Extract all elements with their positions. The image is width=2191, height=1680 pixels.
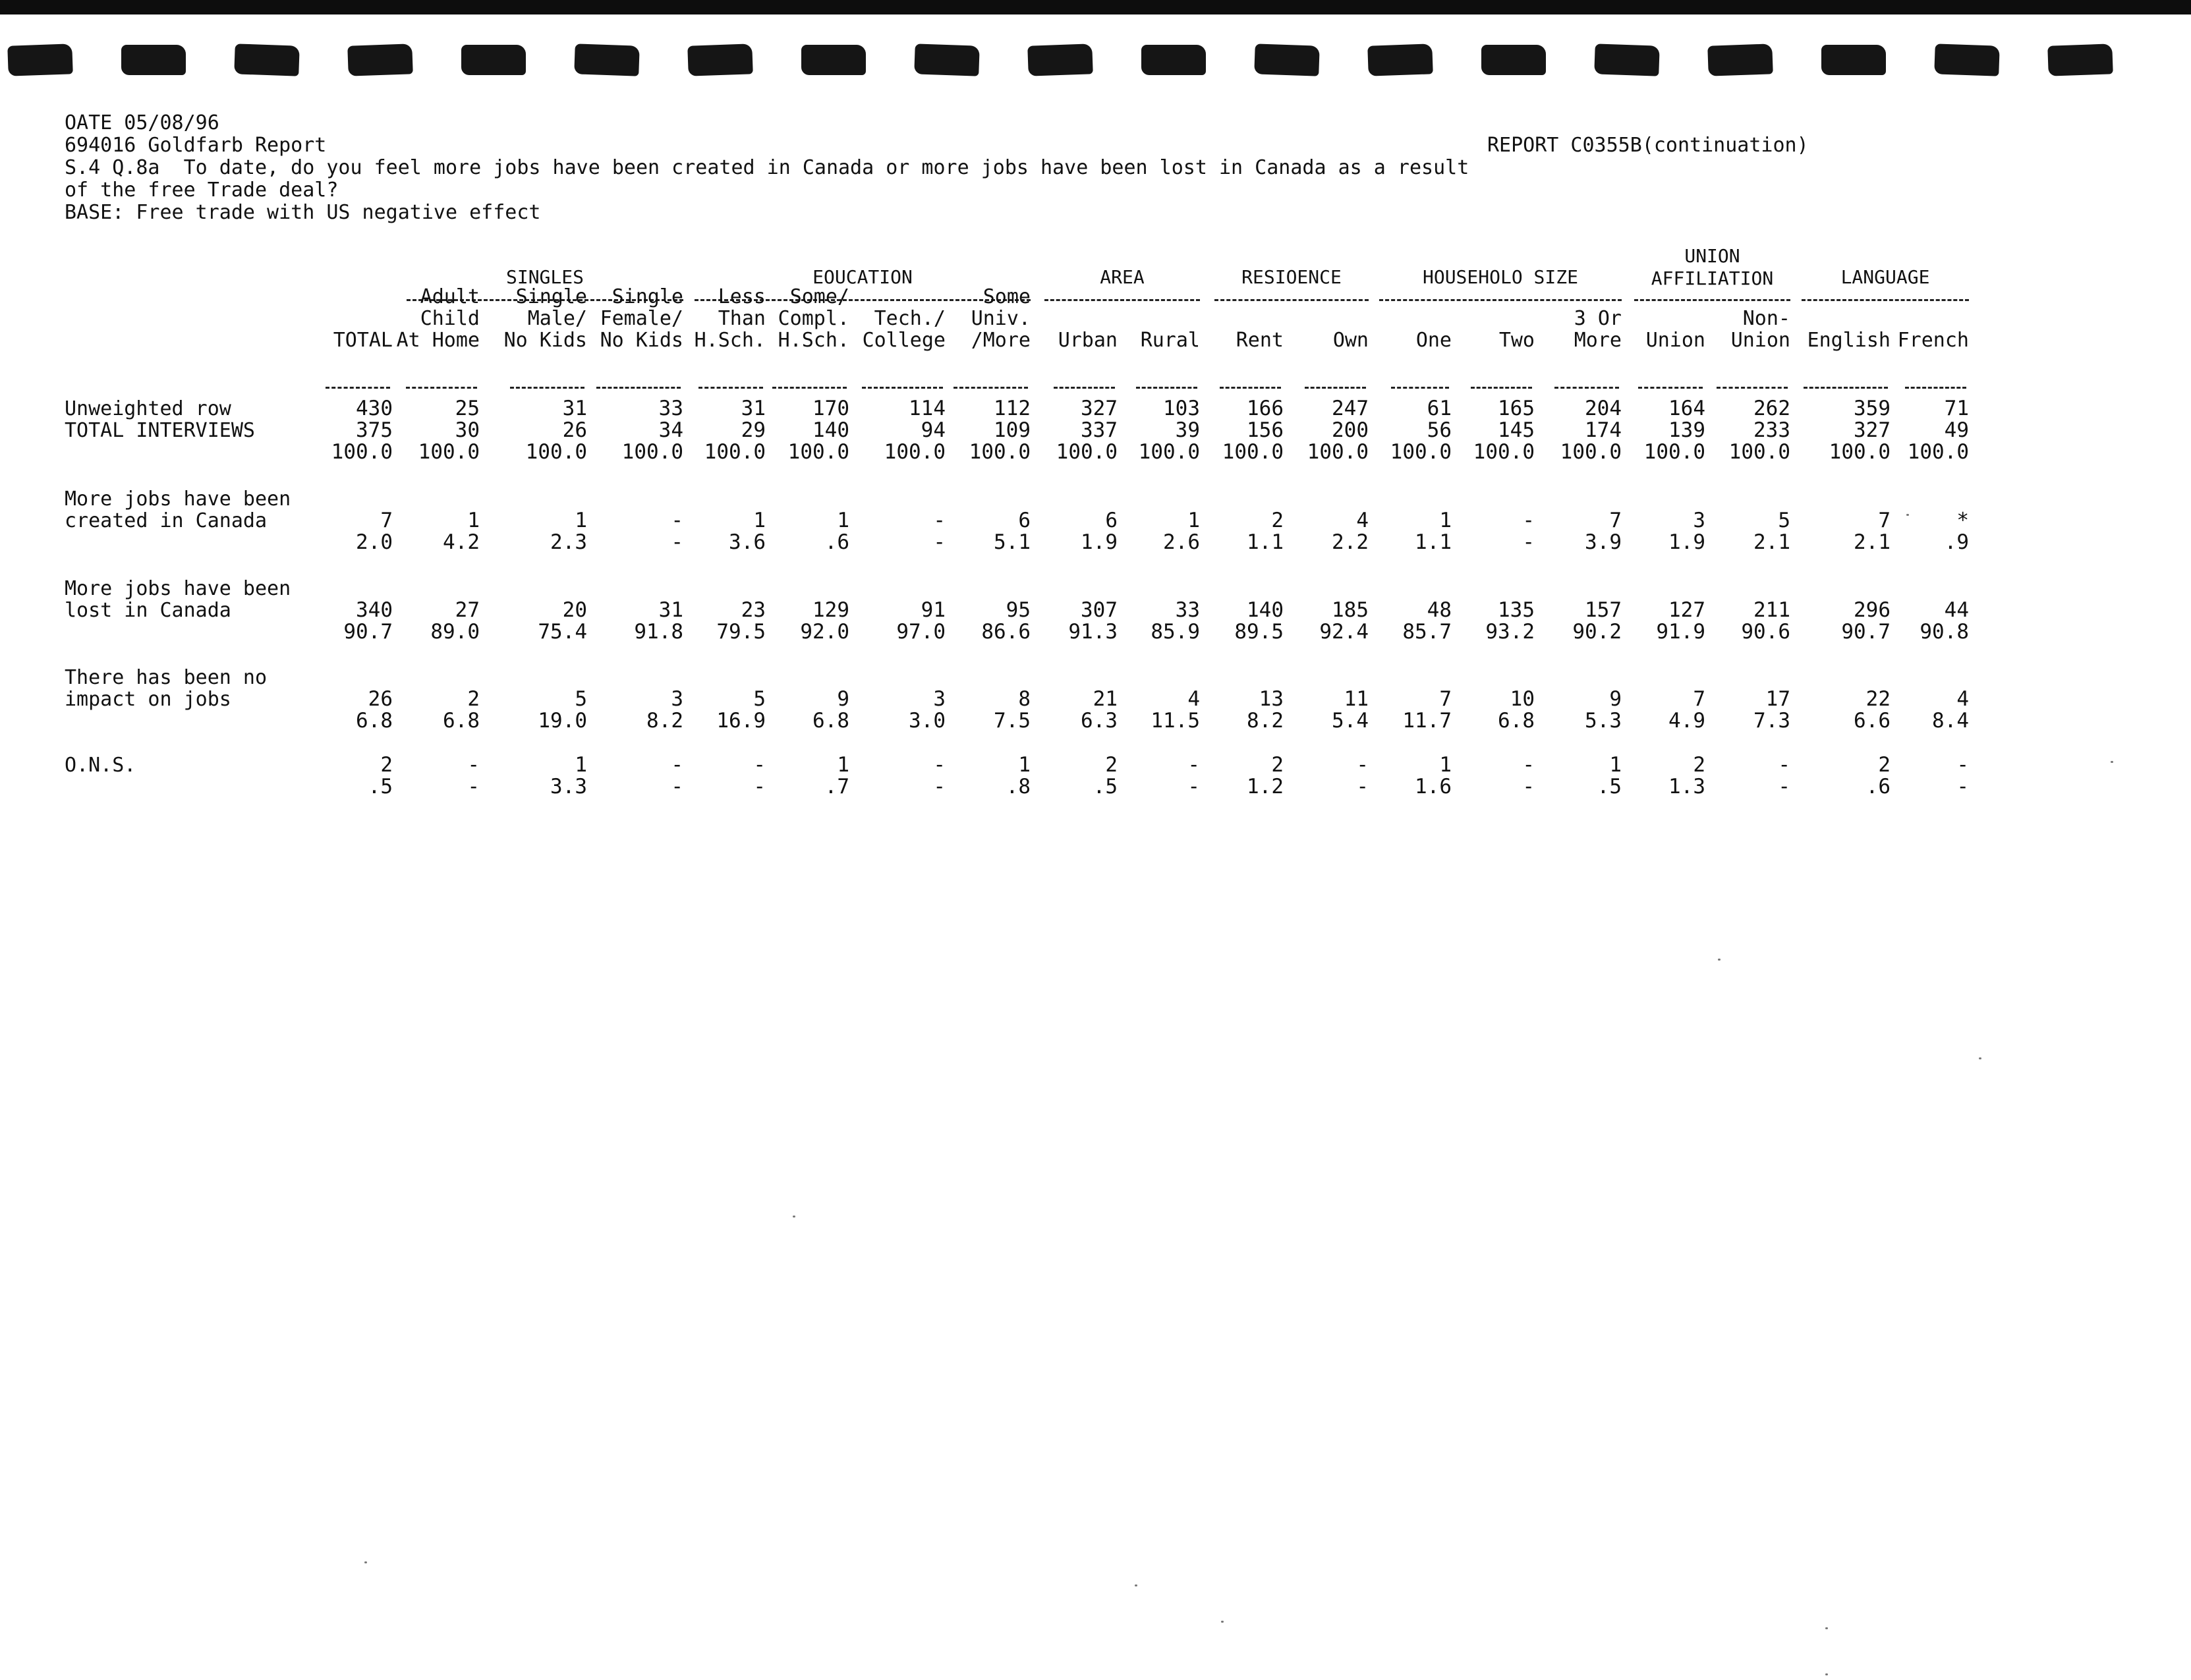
punched-holes-strip [0, 45, 2191, 83]
table-cell: 21 6.3 [1081, 687, 1118, 733]
punched-hole [687, 43, 753, 76]
table-cell: 7 3.9 [1585, 509, 1622, 554]
table-cell: - - [933, 753, 946, 798]
table-cell: 23 79.5 [716, 598, 766, 644]
table-cell: - - [1778, 753, 1790, 798]
table-cell: - - [1956, 753, 1969, 798]
punched-hole [7, 43, 73, 76]
table-cell: 2 1.2 [1247, 753, 1284, 798]
table-cell: 1 2.3 [550, 509, 587, 554]
table-cell: 3 1.9 [1668, 509, 1705, 554]
table-cell: 2 1.3 [1668, 753, 1705, 798]
table-cell: 1 3.6 [729, 509, 766, 554]
column-header: One [1415, 329, 1452, 352]
table-cell: 5 2.1 [1753, 509, 1790, 554]
column-header: Less Than H.Sch. [694, 285, 766, 352]
punched-hole [1027, 43, 1093, 76]
punched-hole [234, 43, 300, 76]
punched-hole [801, 45, 866, 75]
question-line-2: of the free Trade deal? [65, 179, 339, 202]
table-cell: - - [671, 509, 683, 554]
column-underline [1136, 387, 1197, 389]
table-cell: 5 16.9 [716, 687, 766, 733]
punched-hole [1481, 45, 1546, 75]
table-cell: 103 39 100.0 [1138, 397, 1200, 464]
question-line-1: S.4 Q.8a To date, do you feel more jobs have been created in Canada or more jobs have been lost in Canada as a result [65, 156, 1469, 179]
table-cell: 296 90.7 [1841, 598, 1891, 644]
table-cell: 31 91.8 [634, 598, 683, 644]
table-cell: 2 .6 [1865, 753, 1891, 798]
table-cell: - - [1187, 753, 1200, 798]
punched-hole [347, 43, 413, 76]
table-cell: 3 8.2 [646, 687, 683, 733]
column-underline [953, 387, 1028, 389]
column-header: Some/ Compl. H.Sch. [778, 285, 849, 352]
table-cell: 9 6.8 [812, 687, 849, 733]
scan-speck [1718, 959, 1721, 961]
table-cell: 25 30 100.0 [418, 397, 480, 464]
base-line: BASE: Free trade with US negative effect [65, 201, 541, 224]
column-underline [510, 387, 584, 389]
group-underline [1379, 299, 1622, 301]
table-cell: 31 29 100.0 [704, 397, 766, 464]
group-header: AREA [1100, 266, 1145, 288]
column-header: TOTAL [333, 329, 393, 352]
table-cell: 247 200 100.0 [1307, 397, 1369, 464]
column-underline [1391, 387, 1449, 389]
punched-hole [2047, 43, 2113, 76]
table-cell: 7 2.0 [356, 509, 393, 554]
punched-hole [1821, 45, 1886, 75]
scan-speck [1135, 1584, 1137, 1586]
scan-speck [2111, 761, 2113, 763]
column-underline [698, 387, 763, 389]
table-cell: 430 375 100.0 [331, 397, 393, 464]
group-header: RESIOENCE [1241, 266, 1342, 288]
scan-speck [1979, 1057, 1981, 1059]
column-header: Single Male/ No Kids [503, 285, 587, 352]
column-underline [1220, 387, 1281, 389]
table-cell: 91 97.0 [896, 598, 946, 644]
punched-hole [1594, 43, 1660, 76]
table-cell: 10 6.8 [1498, 687, 1535, 733]
group-header: SINGLES [505, 266, 584, 288]
table-cell: - - [1522, 509, 1535, 554]
table-cell: 1 .7 [824, 753, 849, 798]
column-header: 3 Or More [1574, 307, 1622, 352]
table-cell: 185 92.4 [1319, 598, 1369, 644]
group-underline [1214, 299, 1369, 301]
table-cell: 1 .5 [1597, 753, 1622, 798]
table-cell: - - [467, 753, 480, 798]
table-cell: 13 8.2 [1247, 687, 1284, 733]
report-date: OATE 05/08/96 [65, 111, 219, 134]
table-cell: 127 91.9 [1656, 598, 1705, 644]
table-cell: 204 174 100.0 [1560, 397, 1622, 464]
table-cell: 129 92.0 [800, 598, 849, 644]
column-underline [1471, 387, 1532, 389]
table-cell: 340 90.7 [343, 598, 393, 644]
table-cell: 2 1.1 [1247, 509, 1284, 554]
table-cell: 48 85.7 [1402, 598, 1452, 644]
column-underline [1717, 387, 1788, 389]
table-cell: 71 49 100.0 [1907, 397, 1969, 464]
row-label: There has been no impact on jobs [65, 666, 268, 711]
column-header: Urban [1058, 329, 1118, 352]
punched-hole [1934, 43, 2000, 76]
table-cell: * .9 [1944, 509, 1969, 554]
column-underline [1054, 387, 1115, 389]
scan-speck [1825, 1627, 1828, 1629]
column-underline [596, 387, 681, 389]
table-cell: 9 5.3 [1585, 687, 1622, 733]
table-cell: - - [1522, 753, 1535, 798]
group-header: UNION AFFILIATION [1651, 245, 1774, 289]
table-cell: 1 1.6 [1415, 753, 1452, 798]
table-cell: 22 6.6 [1854, 687, 1891, 733]
table-cell: 1 1.1 [1415, 509, 1452, 554]
report-header [65, 112, 1469, 224]
table-cell: 327 337 100.0 [1056, 397, 1118, 464]
column-underline [1905, 387, 1966, 389]
table-cell: 1 .8 [1006, 753, 1031, 798]
column-header: Two [1498, 329, 1535, 352]
column-header: Non- Union [1730, 307, 1790, 352]
column-header: Tech./ College [862, 307, 946, 352]
table-cell: - - [1356, 753, 1369, 798]
table-cell: 11 5.4 [1332, 687, 1369, 733]
column-underline [772, 387, 847, 389]
punched-hole [121, 45, 186, 75]
group-header: HOUSEHOLO SIZE [1422, 266, 1578, 288]
table-cell: 1 4.2 [443, 509, 480, 554]
column-header: Some Univ. /More [971, 285, 1031, 352]
table-cell: 8 7.5 [994, 687, 1031, 733]
group-header: LANGUAGE [1840, 266, 1930, 288]
group-underline [1634, 299, 1790, 301]
column-underline [1554, 387, 1619, 389]
report-title: 694016 Goldfarb Report [65, 134, 327, 157]
table-cell: - - [933, 509, 946, 554]
table-cell: 95 86.6 [981, 598, 1031, 644]
table-cell: 1 3.3 [550, 753, 587, 798]
scan-top-border [0, 0, 2191, 14]
table-cell: 26 6.8 [356, 687, 393, 733]
table-cell: - - [671, 753, 683, 798]
punched-hole [914, 43, 980, 76]
table-cell: 1 .6 [824, 509, 849, 554]
table-cell: 20 75.4 [538, 598, 587, 644]
table-cell: 112 109 100.0 [969, 397, 1031, 464]
column-underline [1804, 387, 1888, 389]
table-cell: 31 26 100.0 [525, 397, 587, 464]
row-label: O.N.S. [65, 754, 136, 777]
table-cell: 2 .5 [1093, 753, 1118, 798]
column-underline [1638, 387, 1703, 389]
table-cell: 4 11.5 [1151, 687, 1200, 733]
scan-speck [1221, 1621, 1224, 1623]
table-cell: 5 19.0 [538, 687, 587, 733]
row-label: More jobs have been created in Canada [65, 488, 291, 532]
column-header: French [1897, 329, 1969, 352]
table-cell: 211 90.6 [1741, 598, 1790, 644]
column-header: Union [1645, 329, 1705, 352]
table-cell: 164 139 100.0 [1643, 397, 1705, 464]
table-cell: 165 145 100.0 [1473, 397, 1535, 464]
table-cell: 2 6.8 [443, 687, 480, 733]
table-cell: 170 140 100.0 [787, 397, 849, 464]
scan-speck [364, 1561, 367, 1563]
report-id: REPORT C0355B(continuation) [1487, 134, 1809, 157]
row-label: More jobs have been lost in Canada [65, 577, 291, 622]
group-header: EOUCATION [812, 266, 913, 288]
punched-hole [574, 43, 640, 76]
scan-speck [1906, 514, 1909, 516]
table-cell: 4 2.2 [1332, 509, 1369, 554]
table-cell: 4 8.4 [1932, 687, 1969, 733]
table-cell: 262 233 100.0 [1728, 397, 1790, 464]
table-cell: 157 90.2 [1572, 598, 1622, 644]
column-underline [862, 387, 943, 389]
table-cell: 17 7.3 [1753, 687, 1790, 733]
table-cell: 359 327 100.0 [1829, 397, 1891, 464]
table-cell: 44 90.8 [1920, 598, 1969, 644]
table-cell: 61 56 100.0 [1390, 397, 1452, 464]
column-header: Rent [1236, 329, 1284, 352]
table-cell: 33 34 100.0 [621, 397, 683, 464]
punched-hole [461, 45, 526, 75]
punched-hole [1707, 43, 1773, 76]
table-cell: 140 89.5 [1234, 598, 1284, 644]
table-cell: 135 93.2 [1485, 598, 1535, 644]
column-header: Adult Child At Home [396, 285, 480, 352]
column-header: Single Female/ No Kids [600, 285, 683, 352]
group-underline [1802, 299, 1969, 301]
table-cell: 114 94 100.0 [884, 397, 946, 464]
table-cell: 33 85.9 [1151, 598, 1200, 644]
table-cell: 166 156 100.0 [1222, 397, 1284, 464]
column-underline [406, 387, 477, 389]
table-cell: 7 2.1 [1854, 509, 1891, 554]
column-header: English [1807, 329, 1891, 352]
table-cell: 307 91.3 [1068, 598, 1118, 644]
table-cell: 27 89.0 [430, 598, 480, 644]
table-cell: 1 2.6 [1163, 509, 1200, 554]
column-underline [1305, 387, 1366, 389]
table-cell: 3 3.0 [909, 687, 946, 733]
table-cell: 7 4.9 [1668, 687, 1705, 733]
table-cell: 7 11.7 [1402, 687, 1452, 733]
table-cell: 6 1.9 [1081, 509, 1118, 554]
scan-speck [793, 1216, 795, 1218]
scan-speck [1825, 1673, 1828, 1675]
group-underline [1044, 299, 1200, 301]
column-header: Own [1332, 329, 1369, 352]
column-header: Rural [1140, 329, 1200, 352]
punched-hole [1141, 45, 1206, 75]
table-cell: - - [753, 753, 766, 798]
table-cell: 2 .5 [368, 753, 393, 798]
table-cell: 6 5.1 [994, 509, 1031, 554]
column-underline [326, 387, 390, 389]
punched-hole [1254, 43, 1320, 76]
row-label: Unweighted row TOTAL INTERVIEWS [65, 397, 255, 442]
punched-hole [1367, 43, 1433, 76]
